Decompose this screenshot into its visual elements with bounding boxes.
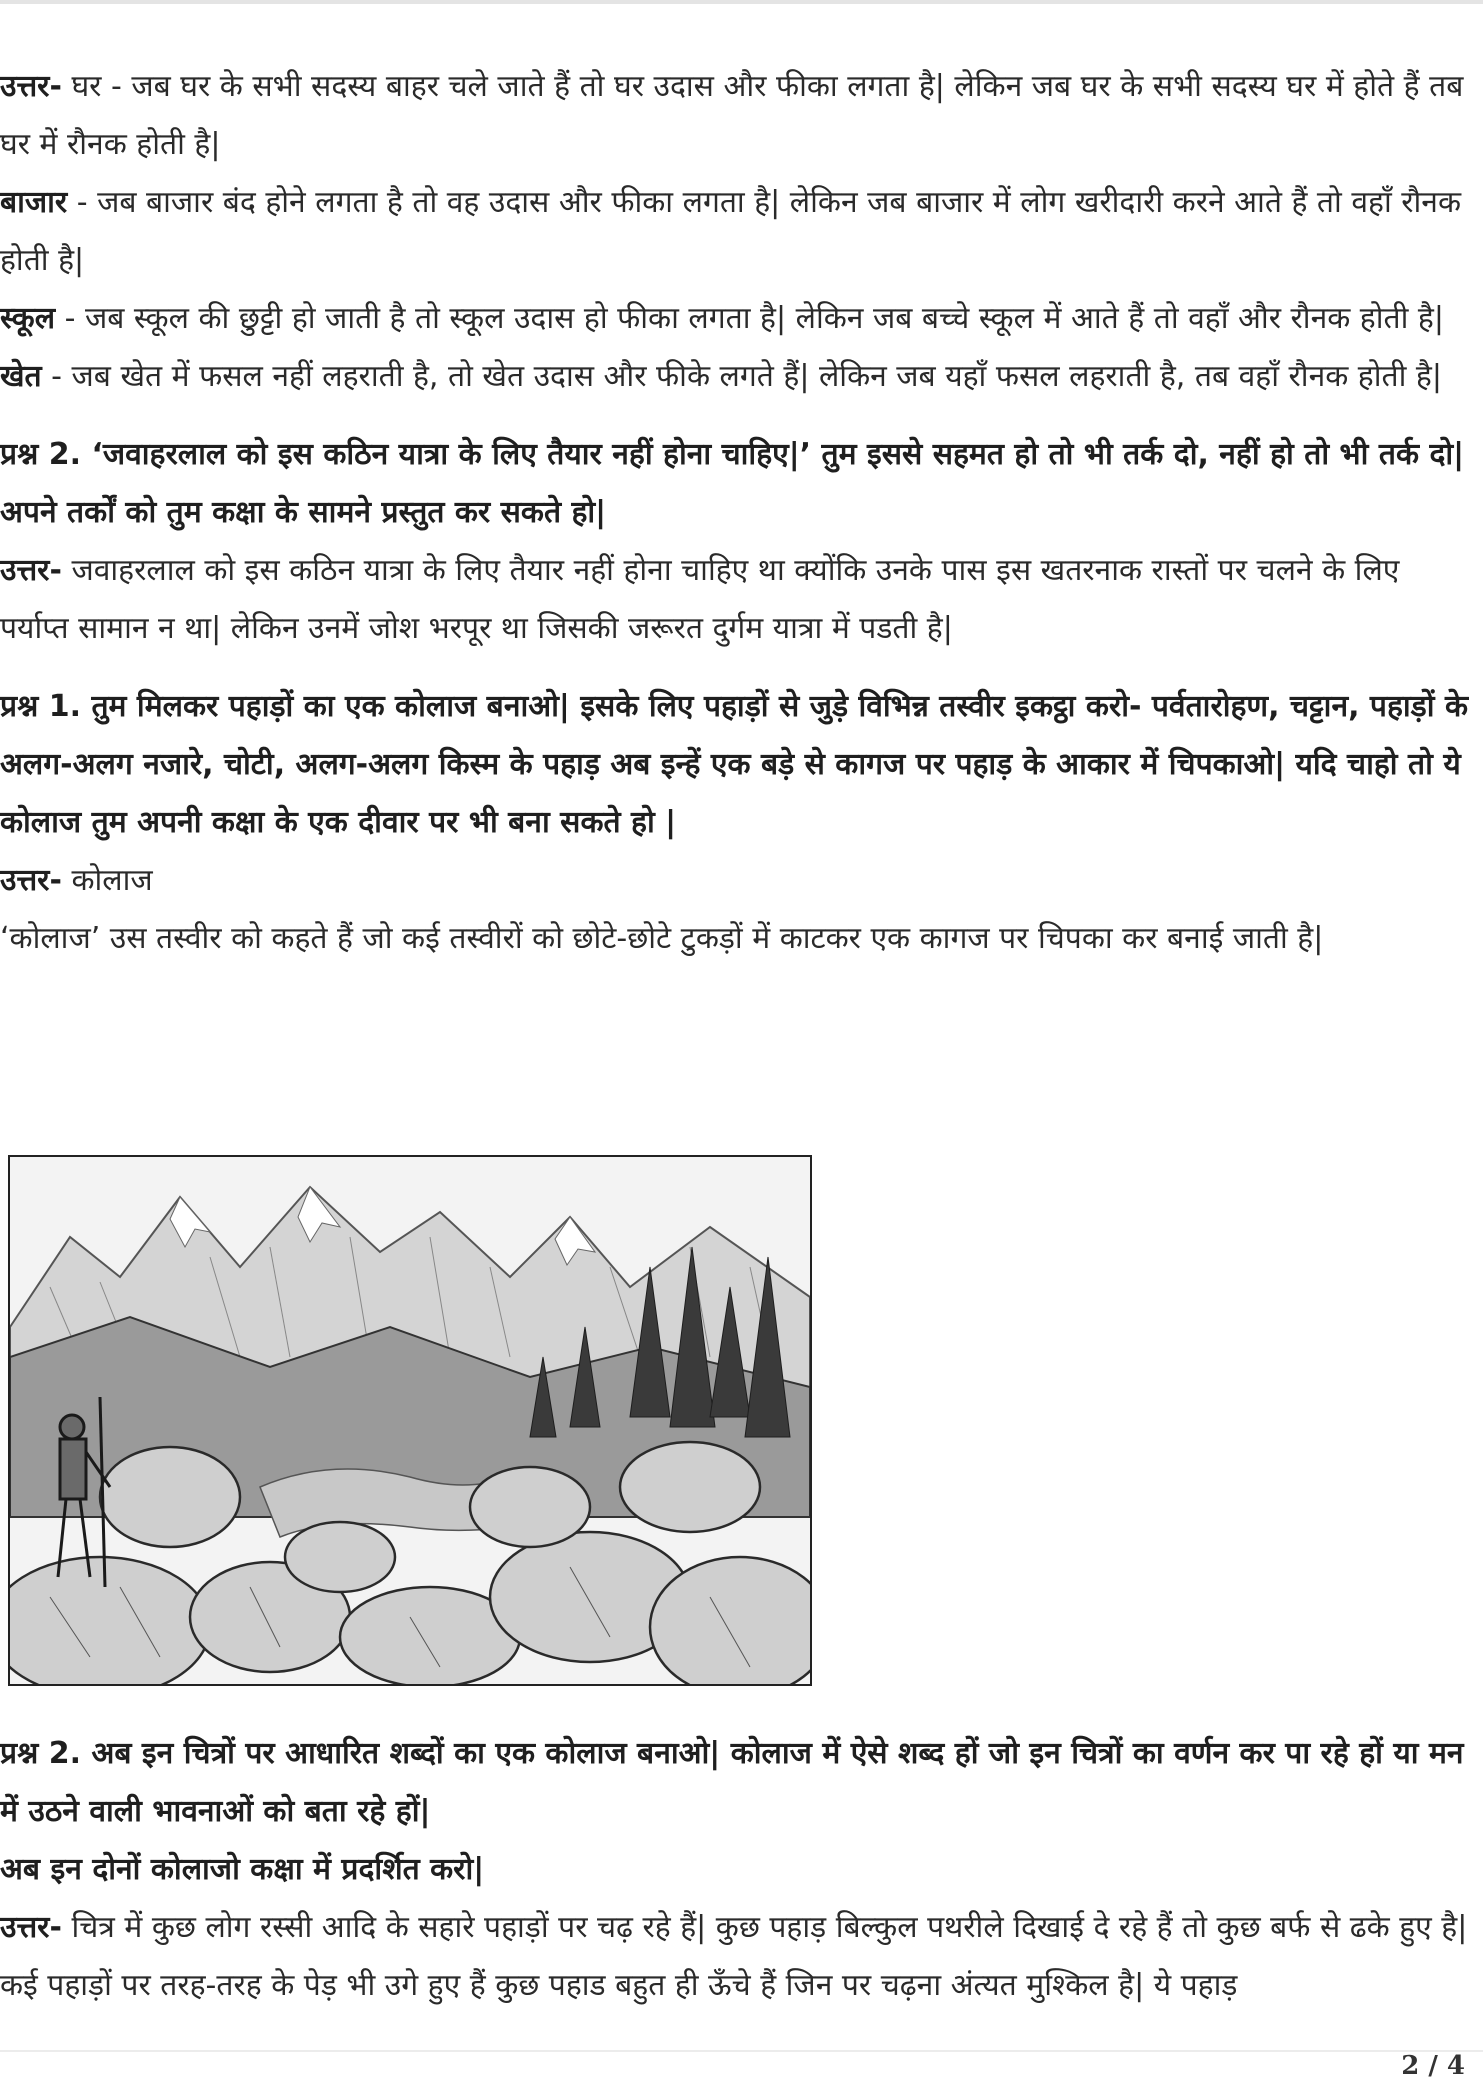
answer-ghar: उत्तर- घर - जब घर के सभी सदस्य बाहर चले जाते हैं तो घर उदास और फीका लगता है| लेकिन जब घर के सभी सदस्य घर में होते हैं तब घर में रौनक होती है| <box>0 69 1464 162</box>
display-instruction: अब इन दोनों कोलाजो कक्षा में प्रदर्शित करो| <box>0 1852 485 1887</box>
answer-picture-description: उत्तर- चित्र में कुछ लोग रस्सी आदि के सहारे पहाड़ों पर चढ़ रहे हैं| कुछ पहाड़ बिल्कुल पथरीले दिखाई दे रहे हैं तो कुछ बर्फ से ढके हुए है| कई पहाड़ों पर तरह-तरह के पेड़ भी उगे हुए हैं कुछ पहाड बहुत ही ऊँचे हैं जिन पर चढ़ना अंत्यत मुश्किल है| ये पहाड़ <box>0 1910 1468 2003</box>
answer-collage: उत्तर- कोलाज <box>0 863 153 898</box>
answer-school: स्कूल - जब स्कूल की छुट्टी हो जाती है तो स्कूल उदास हो फीका लगता है| लेकिन जब बच्चे स्कूल में आते हैं तो वहाँ और रौनक होती है| <box>0 301 1444 336</box>
mountain-illustration <box>8 1155 812 1686</box>
collage-definition: ‘कोलाज’ उस तस्वीर को कहते हैं जो कई तस्वीरों को छोटे-छोटे टुकड़ों में काटकर एक कागज पर चिपका कर बनाई जाती है| <box>0 921 1324 956</box>
page-content-lower <box>0 1725 1470 2015</box>
page-content <box>0 58 1470 968</box>
question-2-jawaharlal: प्रश्न 2. ‘जवाहरलाल को इस कठिन यात्रा के लिए तैयार नहीं होना चाहिए|’ तुम इससे सहमत हो तो भी तर्क दो, नहीं हो तो भी तर्क दो| अपने तर्कों को तुम कक्षा के सामने प्रस्तुत कर सकते हो| <box>0 437 1465 530</box>
answer-jawaharlal: उत्तर- जवाहरलाल को इस कठिन यात्रा के लिए तैयार नहीं होना चाहिए था क्योंकि उनके पास इस खतरनाक रास्तों पर चलने के लिए पर्याप्त सामान न था| लेकिन उनमें जोश भरपूर था जिसकी जरूरत दुर्गम यात्रा में पडती है| <box>0 553 1400 646</box>
mountain-sketch <box>10 1157 810 1684</box>
top-rule <box>0 0 1483 4</box>
question-2-word-collage: प्रश्न 2. अब इन चित्रों पर आधारित शब्दों का एक कोलाज बनाओ| कोलाज में ऐसे शब्द हों जो इन चित्रों का वर्णन कर पा रहे हों या मन में उठने वाली भावनाओं को बता रहे हों| <box>0 1736 1464 1829</box>
page-number: 2 / 4 <box>1401 2051 1465 2081</box>
question-1-collage: प्रश्न 1. तुम मिलकर पहाड़ों का एक कोलाज बनाओ| इसके लिए पहाड़ों से जुड़े विभिन्न तस्वीर इकट्ठा करो- पर्वतारोहण, चट्टान, पहाड़ों के अलग-अलग नजारे, चोटी, अलग-अलग किस्म के पहाड़ अब इन्हें एक बड़े से कागज पर पहाड़ के आकार में चिपकाओ| यदि चाहो तो ये कोलाज तुम अपनी कक्षा के एक दीवार पर भी बना सकते हो | <box>0 689 1468 840</box>
footer-rule <box>0 2050 1483 2052</box>
answer-khet: खेत - जब खेत में फसल नहीं लहराती है, तो खेत उदास और फीके लगते हैं| लेकिन जब यहाँ फसल लहराती है, तब वहाँ रौनक होती है| <box>0 359 1442 394</box>
answer-bazaar: बाजार - जब बाजार बंद होने लगता है तो वह उदास और फीका लगता है| लेकिन जब बाजार में लोग खरीदारी करने आते हैं तो वहाँ रौनक होती है| <box>0 185 1461 278</box>
